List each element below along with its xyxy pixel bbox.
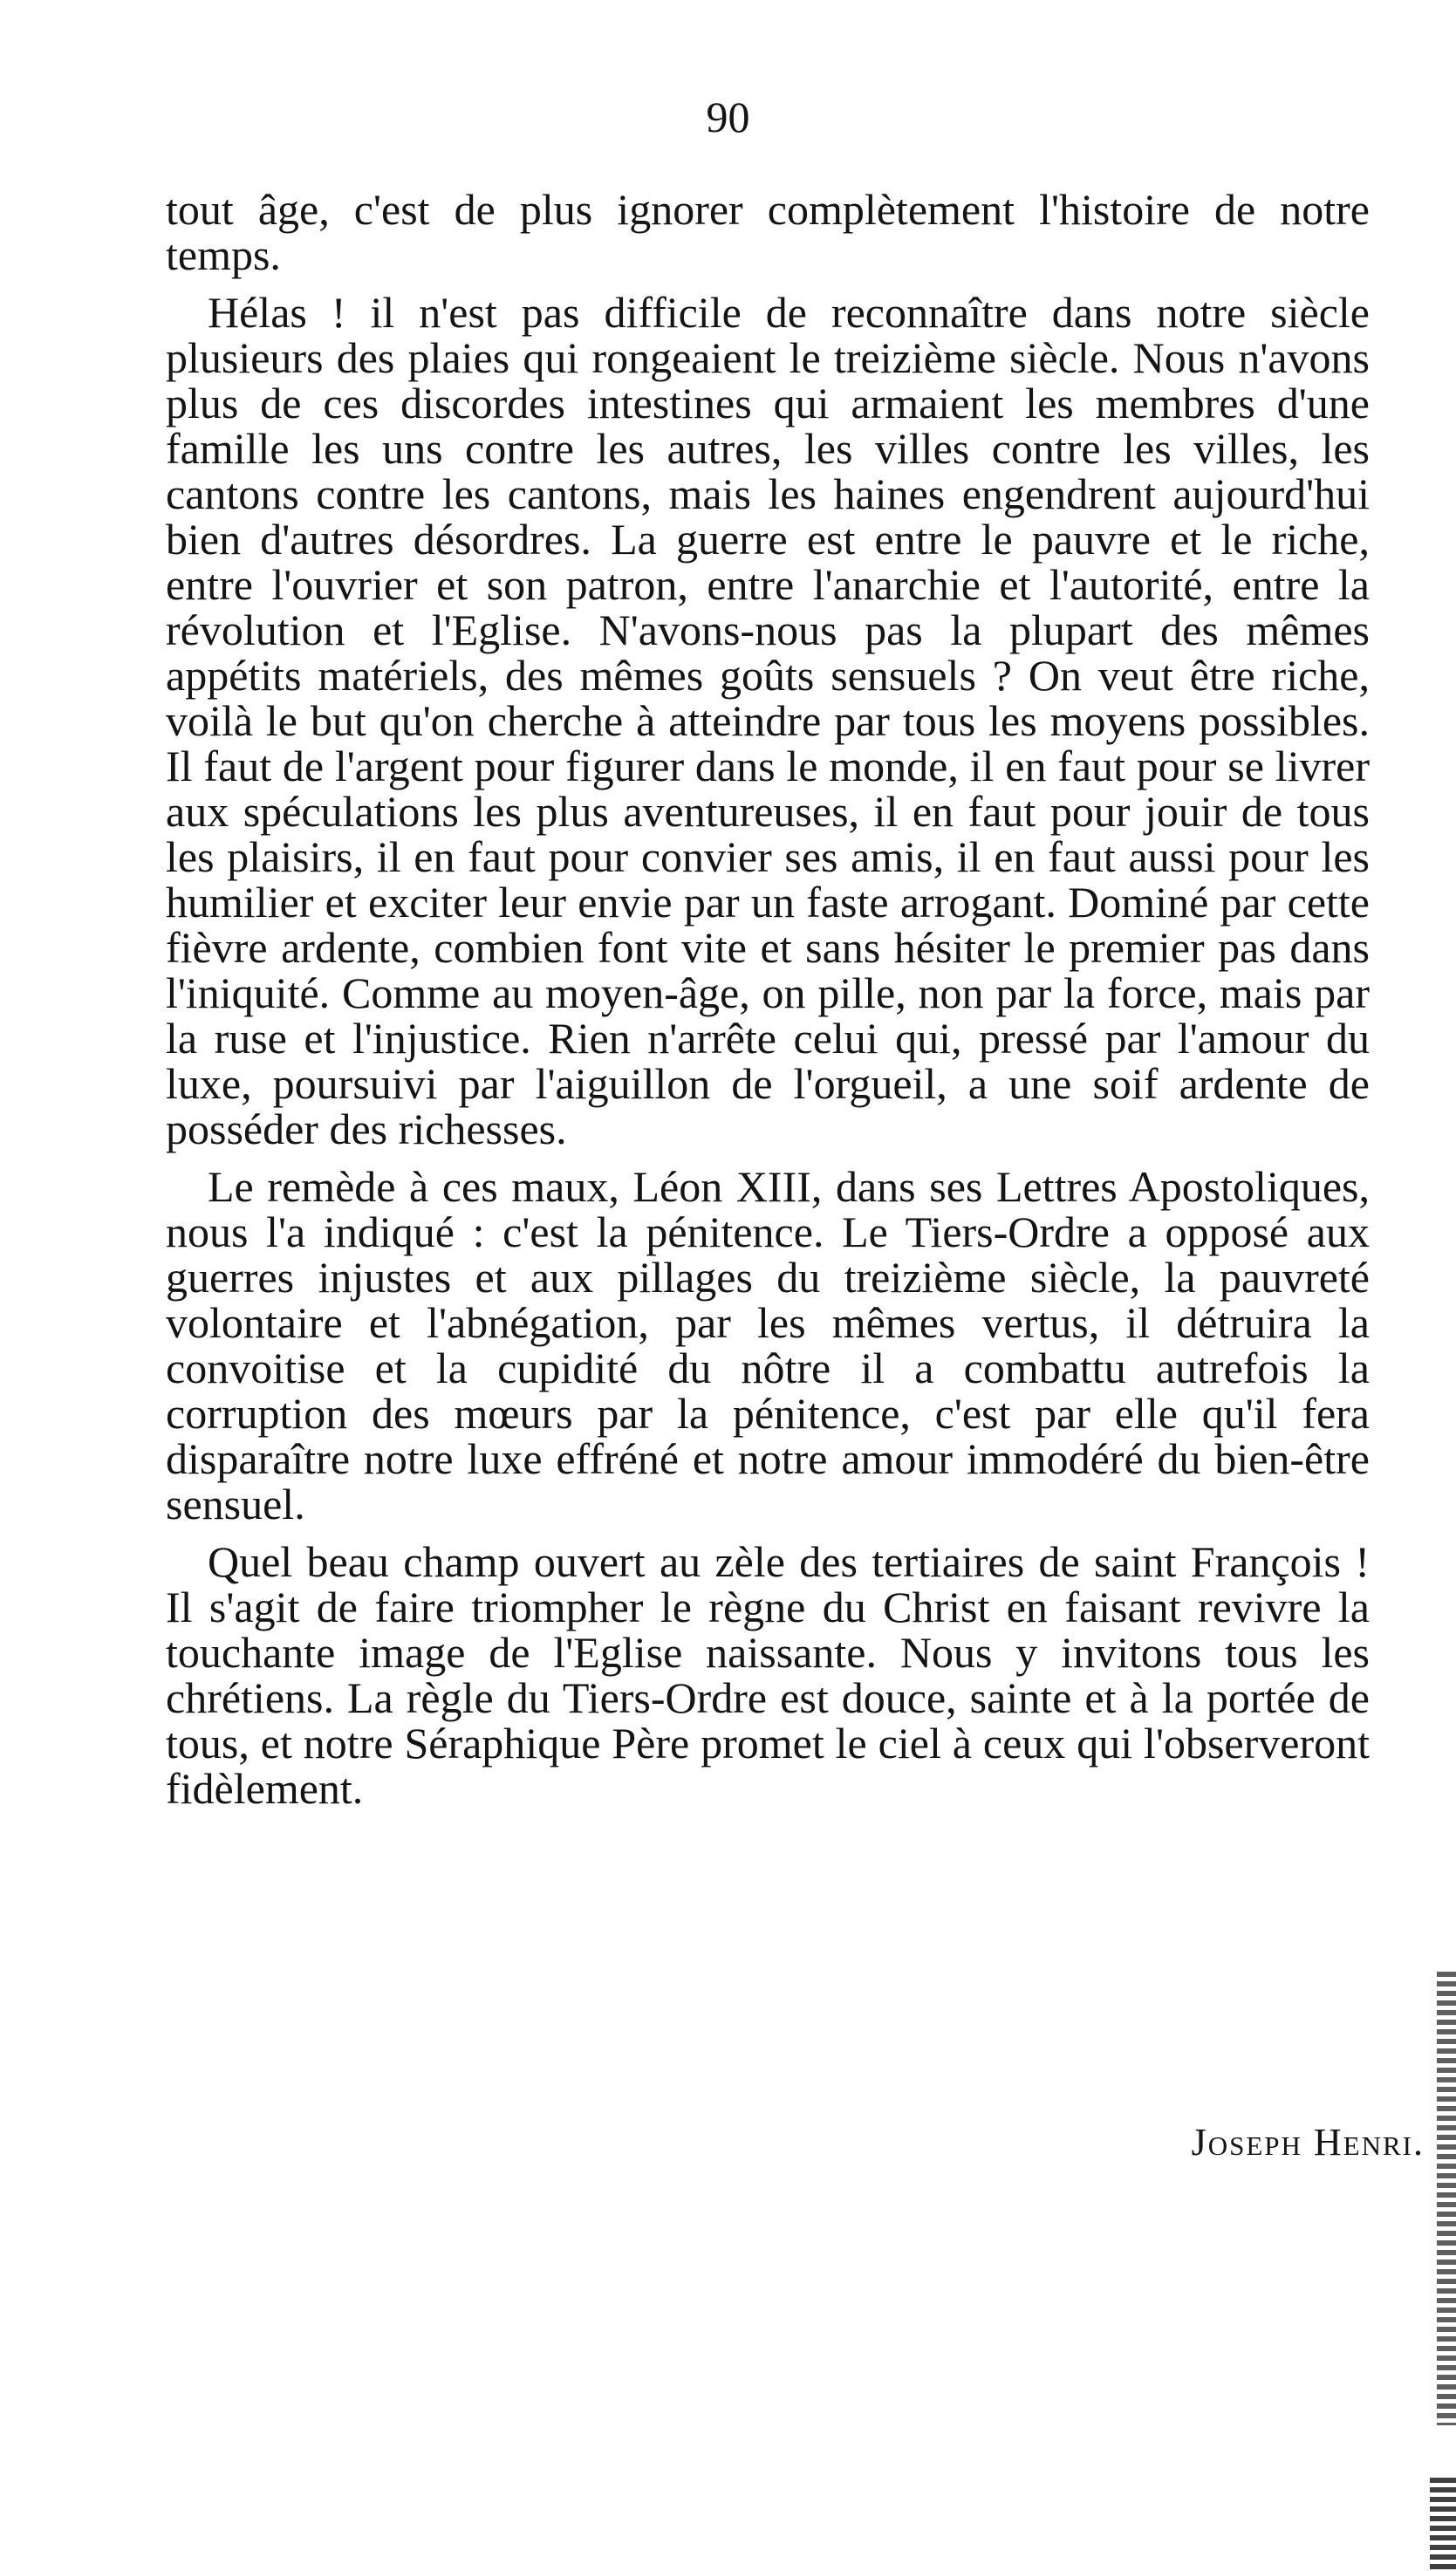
page-number: 90	[706, 92, 750, 141]
paragraph-remede: Le remède à ces maux, Léon XIII, dans ses Lettres Apostoliques, nous l'a indiqué : c'est la pénitence. Le Tiers-Ordre a opposé aux guerres injustes et aux pillages du treizième siècle, la pauvreté volontaire et l'abnégation, par les mêmes vertus, il détruira la convoitise et la cupidité du nôtre il a combattu autrefois la corruption des mœurs par la pénitence, c'est par elle qu'il fera disparaître notre luxe effréné et notre amour immodéré du bien-être sensuel.	[166, 1162, 1370, 1528]
paragraph-helas: Hélas ! il n'est pas difficile de reconnaître dans notre siècle plusieurs des plaies qui rongeaient le treizième siècle. Nous n'avons plus de ces discordes intestines qui armaient les membres d'une famille les uns contre les autres, les villes contre les villes, les cantons contre les cantons, mais les haines engendrent aujourd'hui bien d'autres désordres. La guerre est entre le pauvre et le riche, entre l'ouvrier et son patron, entre l'anarchie et l'autorité, entre la révolution et l'Eglise. N'avons-nous pas la plupart des mêmes appétits matériels, des mêmes goûts sensuels ? On veut être riche, voilà le but qu'on cherche à atteindre par tous les moyens possibles. Il faut de l'argent pour figurer dans le monde, il en faut pour se livrer aux spéculations les plus aventureuses, il en faut pour jouir de tous les plaisirs, il en faut pour convier ses amis, il en faut aussi pour les humilier et exciter leur envie par un faste arrogant. Dominé par cette fièvre ardente, combien font vite et sans hésiter le premier pas dans l'iniquité. Comme au moyen-âge, on pille, non par la force, mais par la ruse et l'injustice. Rien n'arrête celui qui, pressé par l'amour du luxe, poursuivi par l'aiguillon de l'orgueil, a une soif ardente de posséder des richesses.	[166, 288, 1370, 1153]
paragraph-continuation: tout âge, c'est de plus ignorer complètement l'histoire de notre temps.	[166, 185, 1370, 279]
author-signature: Joseph Henri.	[1191, 2121, 1425, 2164]
paragraph-quel-beau-champ: Quel beau champ ouvert au zèle des tertiaires de saint François ! Il s'agit de faire triompher le règne du Christ en faisant revivre la touchante image de l'Eglise naissante. Nous y invitons tous les chrétiens. La règle du Tiers-Ordre est douce, sainte et à la portée de tous, et notre Séraphique Père promet le ciel à ceux qui l'observeront fidèlement.	[166, 1537, 1370, 1813]
page-edge-scan-mark-lower	[1430, 2478, 1456, 2571]
page-edge-scan-mark	[1437, 1972, 1456, 2425]
body-text	[166, 187, 1370, 1823]
